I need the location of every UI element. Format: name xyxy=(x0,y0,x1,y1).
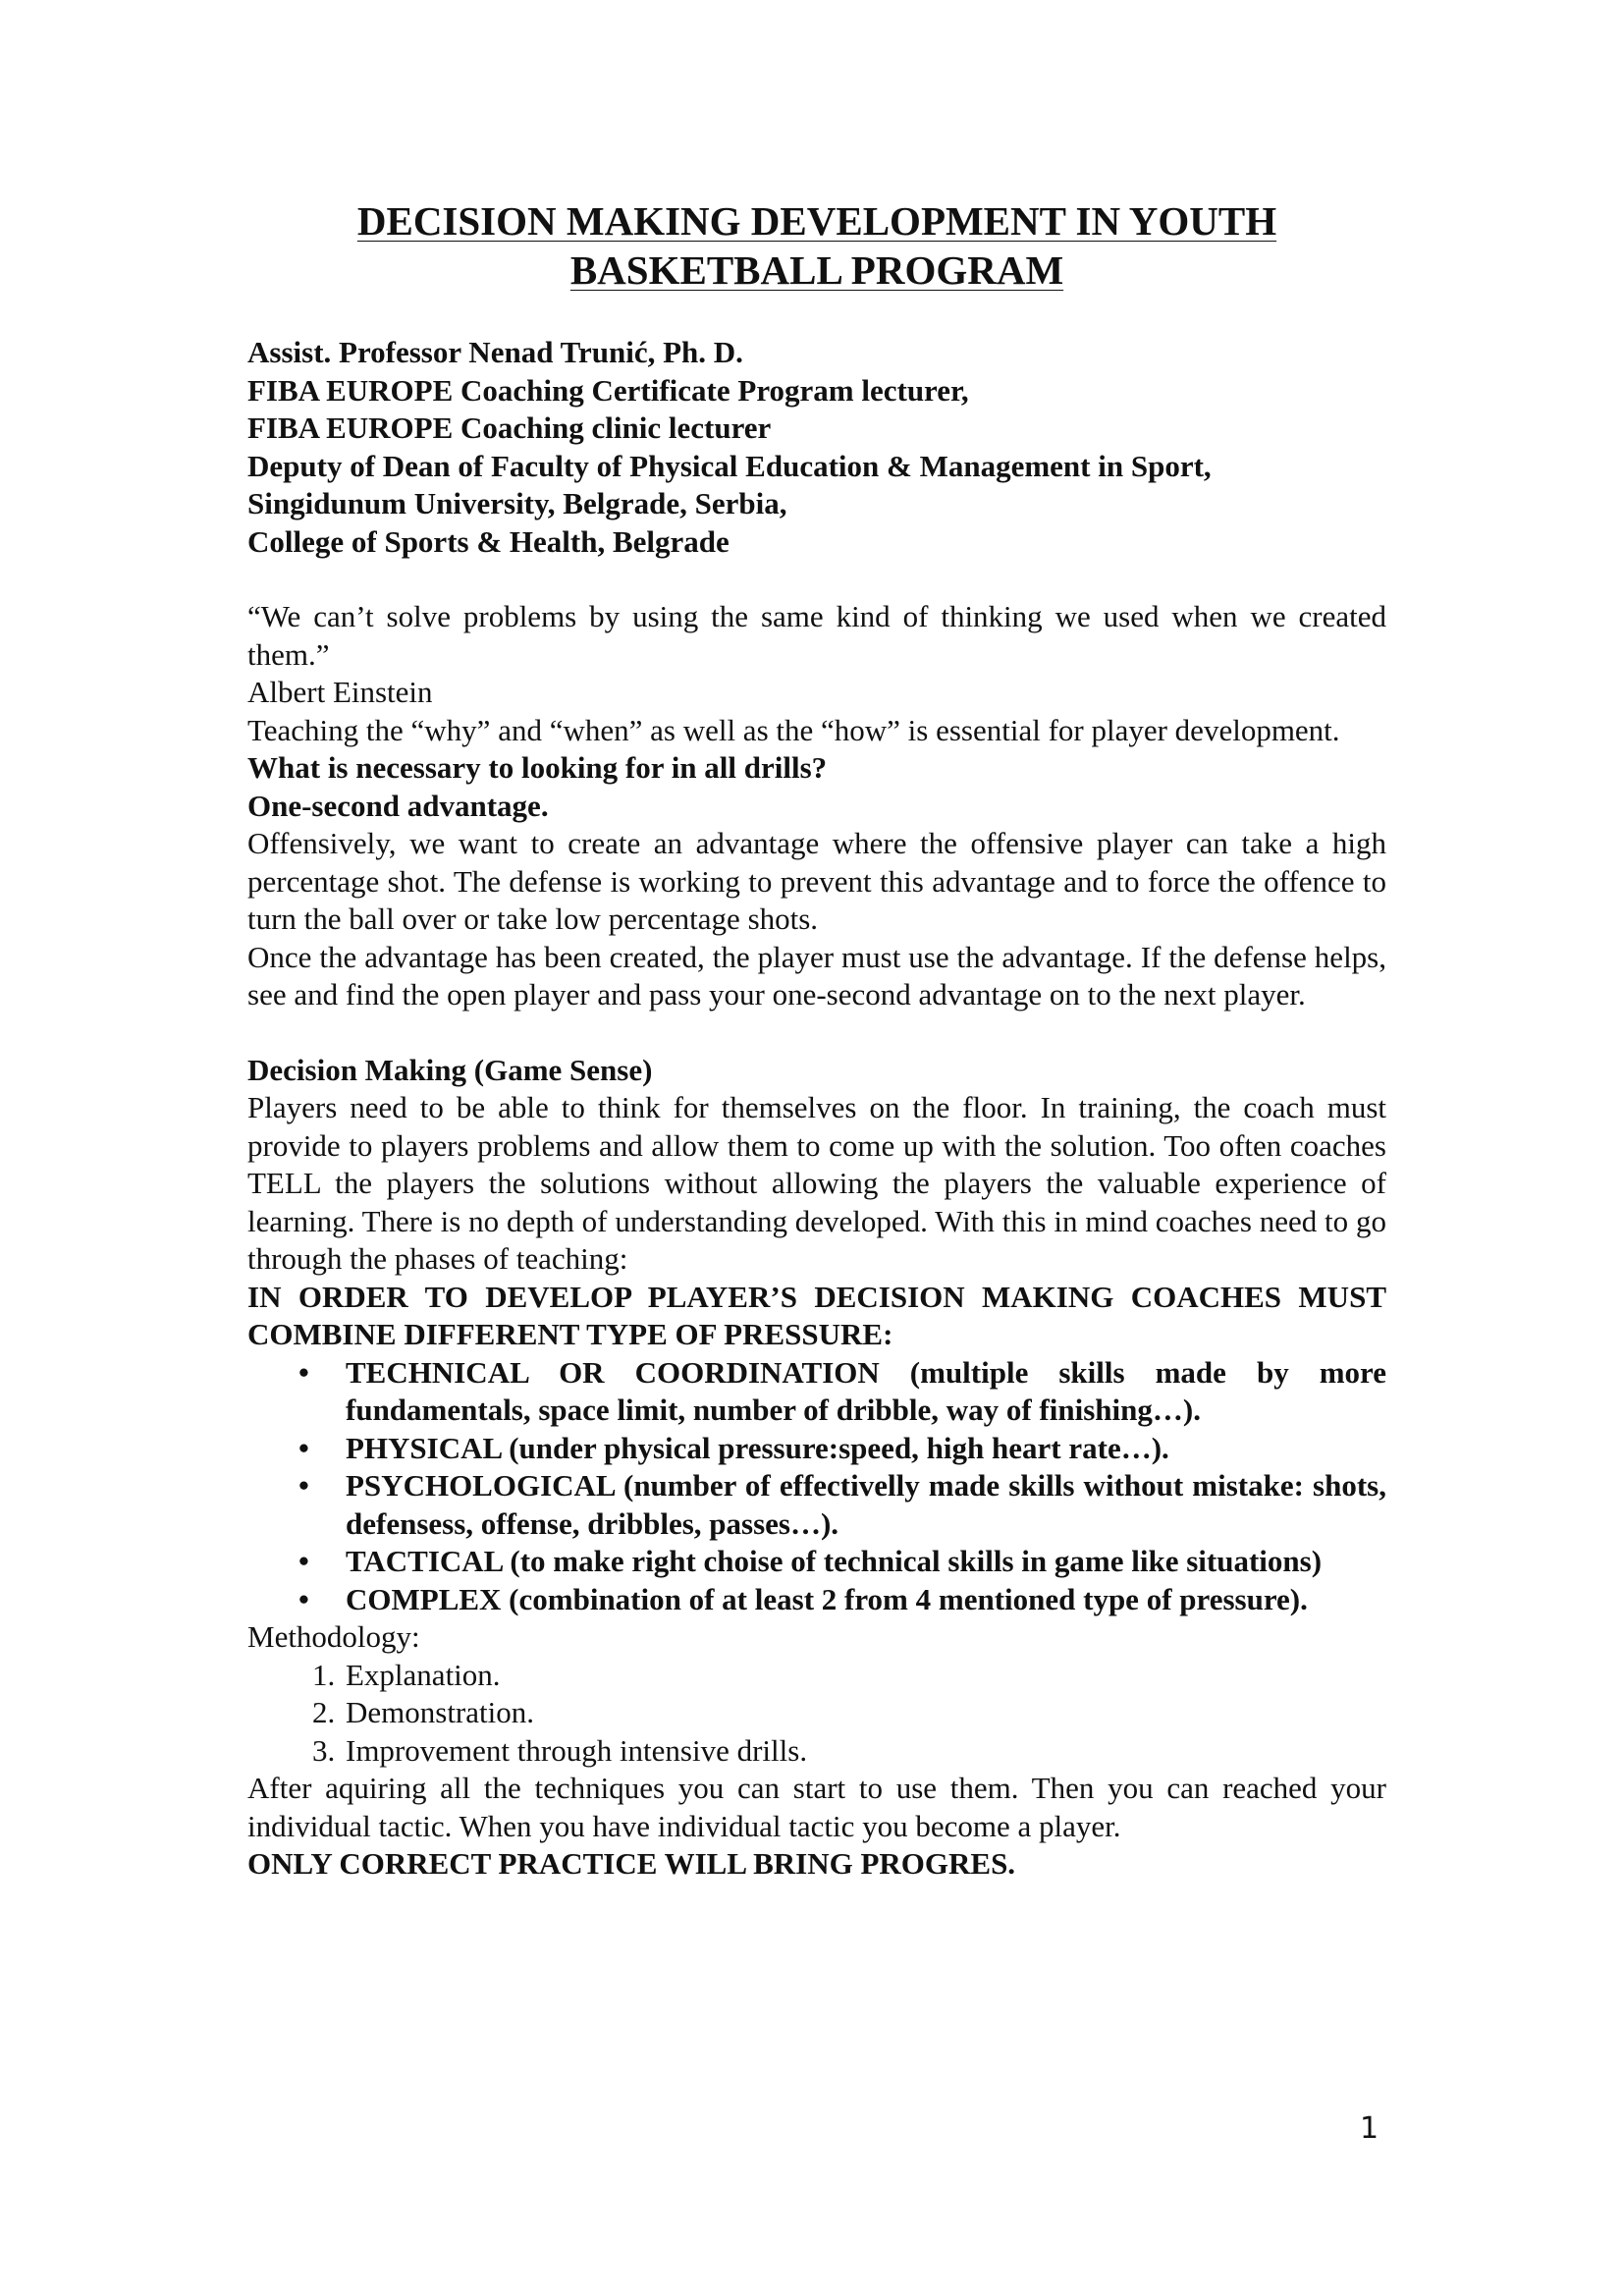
author-affiliation: FIBA EUROPE Coaching Certificate Program lecturer, xyxy=(247,372,969,408)
list-item: 1. Explanation. xyxy=(312,1657,501,1692)
conclusion-paragraph: After aquiring all the techniques you can start to use them. Then you can reached your individual tactic. When you have individual tactic you become a player. xyxy=(247,1771,1386,1843)
advantage-paragraph: Once the advantage has been created, the player must use the advantage. If the defense helps, see and find the open player and pass your one-second advantage on to the next player. xyxy=(247,939,1386,1011)
list-item: 2. Demonstration. xyxy=(312,1695,534,1729)
list-item: • PHYSICAL (under physical pressure:speed, high heart rate…). xyxy=(346,1430,1386,1468)
methodology-label: Methodology: xyxy=(247,1619,420,1654)
section-heading: Decision Making (Game Sense) xyxy=(247,1052,653,1087)
author-affiliation: FIBA EUROPE Coaching clinic lecturer xyxy=(247,410,772,445)
bullet-icon: • xyxy=(298,1354,309,1390)
list-item: • PSYCHOLOGICAL (number of effectivelly made skills without mistake: shots, defensess, offense, dribbles, passes…). xyxy=(298,1468,1386,1541)
author-affiliation: Singidunum University, Belgrade, Serbia, xyxy=(247,486,787,520)
list-item: 3. Improvement through intensive drills. xyxy=(312,1732,808,1768)
final-statement: ONLY CORRECT PRACTICE WILL BRING PROGRES. xyxy=(247,1846,1016,1881)
pressure-list xyxy=(247,1354,1386,1619)
bullet-icon: • xyxy=(298,1430,309,1465)
bullet-icon: • xyxy=(298,1468,309,1503)
bullet-icon: • xyxy=(298,1544,309,1578)
author-affiliation: Deputy of Dean of Faculty of Physical Education & Management in Sport, xyxy=(247,448,1212,483)
quote-author: Albert Einstein xyxy=(247,675,433,709)
bullet-icon: • xyxy=(298,1581,309,1616)
page-number: 1 xyxy=(1360,2111,1379,2146)
einstein-quote: “We can’t solve problems by using the same kind of thinking we used when we created them.” xyxy=(247,599,1386,672)
drills-answer: One-second advantage. xyxy=(247,788,549,823)
methodology-list xyxy=(247,1657,1386,1771)
teaching-paragraph: Teaching the “why” and “when” as well as the “how” is essential for player development. xyxy=(247,712,1340,747)
offense-paragraph: Offensively, we want to create an advantage where the offensive player can take a high percentage shot. The defense is working to prevent this advantage and to force the offence to turn the ball over or take low percentage shots. xyxy=(247,826,1386,936)
list-item: • TECHNICAL OR COORDINATION (multiple skills made by more fundamentals, space limit, number of dribble, way of finishing…). xyxy=(298,1354,1386,1427)
document-title xyxy=(247,196,1386,295)
author-name: Assist. Professor Nenad Trunić, Ph. D. xyxy=(247,335,743,369)
title-line-1: DECISION MAKING DEVELOPMENT IN YOUTH xyxy=(356,198,1277,244)
drills-question: What is necessary to looking for in all drills? xyxy=(247,750,828,785)
decision-paragraph: Players need to be able to think for themselves on the floor. In training, the coach must provide to players problems and allow them to come up with the solution. Too often coaches TELL the players the solutions without allowing the players the valuable experience of learning. There is no depth of understanding developed. With this in mind coaches need to go through the phases of teaching: xyxy=(247,1090,1386,1276)
document-page xyxy=(247,196,1386,1884)
title-line-2: BASKETBALL PROGRAM xyxy=(569,247,1064,293)
author-affiliation: College of Sports & Health, Belgrade xyxy=(247,523,730,559)
pressure-emphasis: IN ORDER TO DEVELOP PLAYER’S DECISION MAKING COACHES MUST COMBINE DIFFERENT TYPE OF PRESSURE: xyxy=(247,1279,1386,1351)
list-item: • TACTICAL (to make right choise of technical skills in game like situations) xyxy=(346,1543,1386,1581)
author-block xyxy=(247,334,1386,561)
list-item: • COMPLEX (combination of at least 2 from 4 mentioned type of pressure). xyxy=(346,1581,1386,1619)
